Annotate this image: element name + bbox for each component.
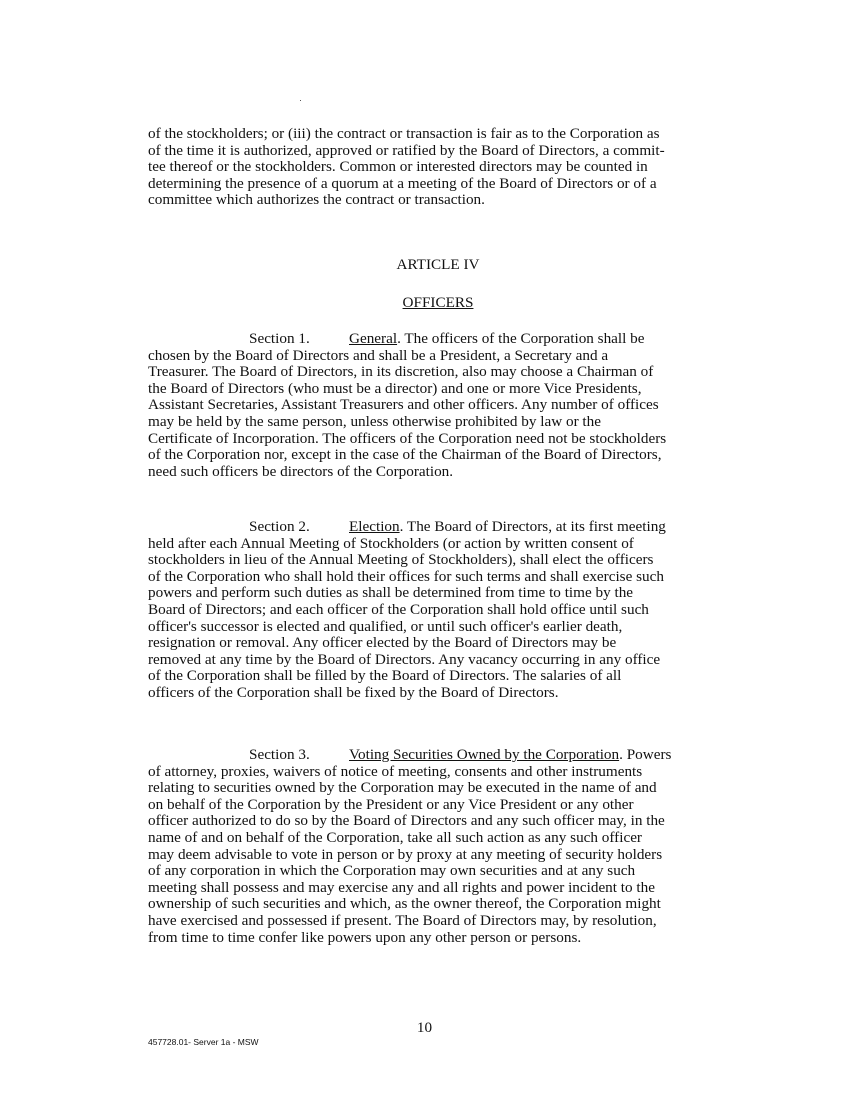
- page-number: 10: [416, 1019, 433, 1036]
- section-2-body: held after each Annual Meeting of Stockholders (or action by written consent of stockholders in lieu of the Annual Meeting of Stockholders), shall elect the officers of the Corporation who shall hold their offices for such terms and shall exercise such powers and perform such duties as shall be determined from time to time by the Board of Directors; and each officer of the Corporation shall hold office until such officer's successor is elected and qualified, or until such officer's earlier death, resignation or removal. Any officer elected by the Board of Directors may be removed at any time by the Board of Directors. Any vacancy occurring in any office of the Corporation shall be filled by the Board of Directors. The salaries of all officers of the Corporation shall be fixed by the Board of Directors.: [148, 534, 664, 701]
- section-3-number: Section 3.: [249, 746, 310, 763]
- section-3: [148, 747, 728, 946]
- section-2: [148, 519, 728, 702]
- stray-mark: [300, 100, 301, 101]
- section-2-first-line: [148, 518, 666, 535]
- section-2-title: Election: [349, 518, 400, 535]
- intro-paragraph: of the stockholders; or (iii) the contract or transaction is fair as to the Corporation as of the time it is authorized, approved or ratified by the Board of Directors, a commit- tee thereof or the stockholders. Common or interested directors may be counted in determining the presence of a quorum at a meeting of the Board of Directors or of a committee which authorizes the contract or transaction.: [148, 125, 665, 209]
- article-subheading: OFFICERS: [402, 294, 474, 311]
- section-2-number: Section 2.: [249, 518, 310, 535]
- section-1-number: Section 1.: [249, 330, 310, 347]
- section-3-title: Voting Securities Owned by the Corporation: [349, 746, 620, 763]
- section-2-lead: . The Board of Directors, at its first meeting: [399, 518, 666, 535]
- section-3-body: of attorney, proxies, waivers of notice of meeting, consents and other instruments relating to securities owned by the Corporation may be executed in the name of and on behalf of the Corporation by the President or any Vice President or any other officer authorized to do so by the Board of Directors and any such officer may, in the name of and on behalf of the Corporation, take all such action as any such officer may deem advisable to vote in person or by proxy at any meeting of security holders of any corporation in which the Corporation may own securities and at any such meeting shall possess and may exercise any and all rights and power incident to the ownership of such securities and which, as the owner thereof, the Corporation might have exercised and possessed if present. The Board of Directors may, by resolution, from time to time confer like powers upon any other person or persons.: [148, 762, 665, 946]
- section-3-lead: . Powers: [619, 746, 672, 763]
- section-1-first-line: [148, 330, 645, 347]
- section-3-first-line: [148, 746, 671, 763]
- section-1-title: General: [349, 330, 398, 347]
- section-1: [148, 331, 728, 480]
- section-1-lead: . The officers of the Corporation shall be: [397, 330, 645, 347]
- article-heading: ARTICLE IV: [396, 256, 480, 273]
- document-id-footer: 457728.01- Server 1a - MSW: [148, 1037, 259, 1047]
- section-1-body: chosen by the Board of Directors and shall be a President, a Secretary and a Treasurer. The Board of Directors, in its discretion, also may choose a Chairman of the Board of Directors (who must be a director) and one or more Vice Presidents, Assistant Secretaries, Assistant Treasurers and other officers. Any number of offices may be held by the same person, unless otherwise prohibited by law or the Certificate of Incorporation. The officers of the Corporation need not be stockholders of the Corporation nor, except in the case of the Chairman of the Board of Directors, need such officers be directors of the Corporation.: [148, 346, 667, 480]
